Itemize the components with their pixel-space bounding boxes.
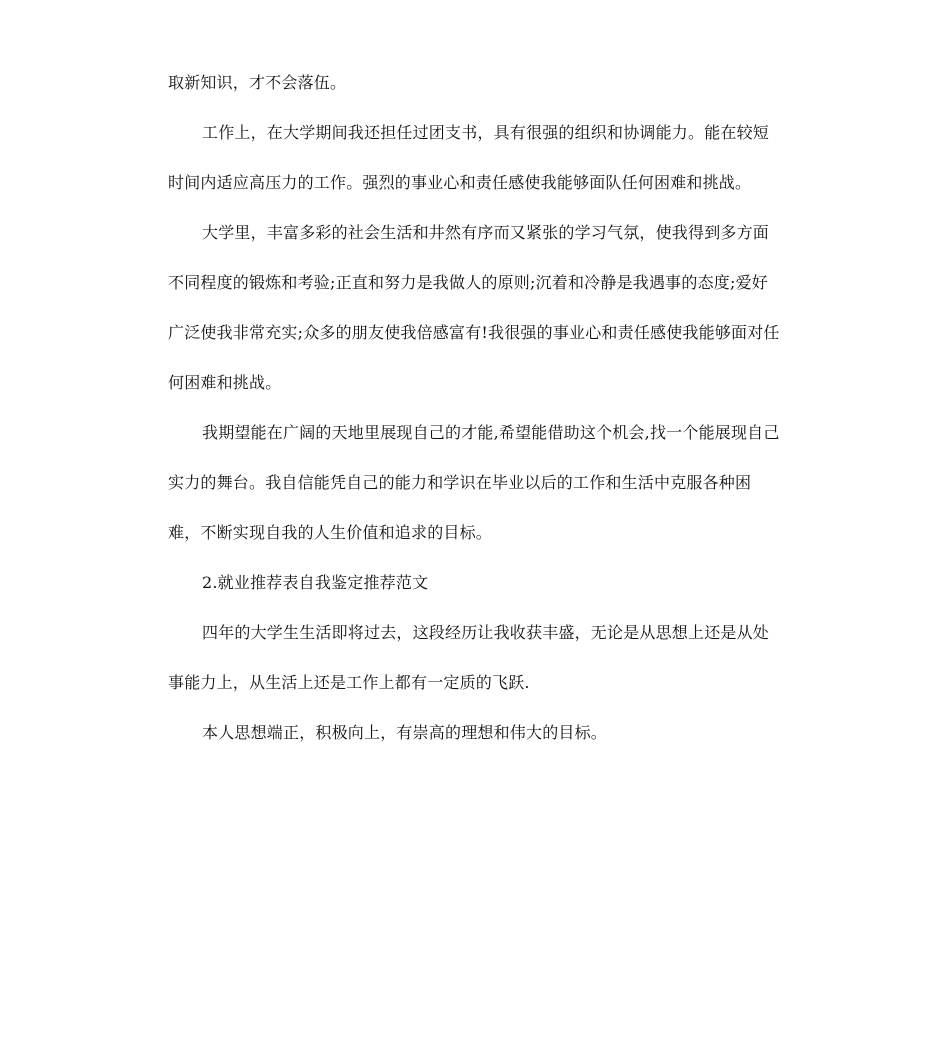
paragraph-5: 四年的大学生生活即将过去，这段经历让我收获丰盛，无论是从思想上还是从处事能力上，从生活上还是工作上都有一定质的飞跃. bbox=[168, 623, 770, 692]
paragraph-3: 大学里，丰富多彩的社会生活和井然有序而又紧张的学习气氛，使我得到多方面不同程度的锻炼和考验;正直和努力是我做人的原则;沉着和冷静是我遇事的态度;爱好广泛使我非常充实;众多的朋友使我倍感富有!我很强的事业心和责任感使我能够面对任何困难和挑战。 bbox=[168, 223, 780, 392]
paragraph-2: 工作上，在大学期间我还担任过团支书，具有很强的组织和协调能力。能在较短时间内适应高压力的工作。强烈的事业心和责任感使我能够面队任何困难和挑战。 bbox=[168, 123, 770, 192]
document-body bbox=[168, 58, 780, 758]
paragraph-4: 我期望能在广阔的天地里展现自己的才能,希望能借助这个机会,找一个能展现自己实力的舞台。我自信能凭自己的能力和学识在毕业以后的工作和生活中克服各种困难，不断实现自我的人生价值和追求的目标。 bbox=[168, 423, 780, 542]
paragraph-6: 本人思想端正，积极向上，有崇高的理想和伟大的目标。 bbox=[202, 723, 608, 742]
section-heading: 2.就业推荐表自我鉴定推荐范文 bbox=[202, 573, 429, 592]
paragraph-1: 取新知识，才不会落伍。 bbox=[168, 73, 347, 92]
